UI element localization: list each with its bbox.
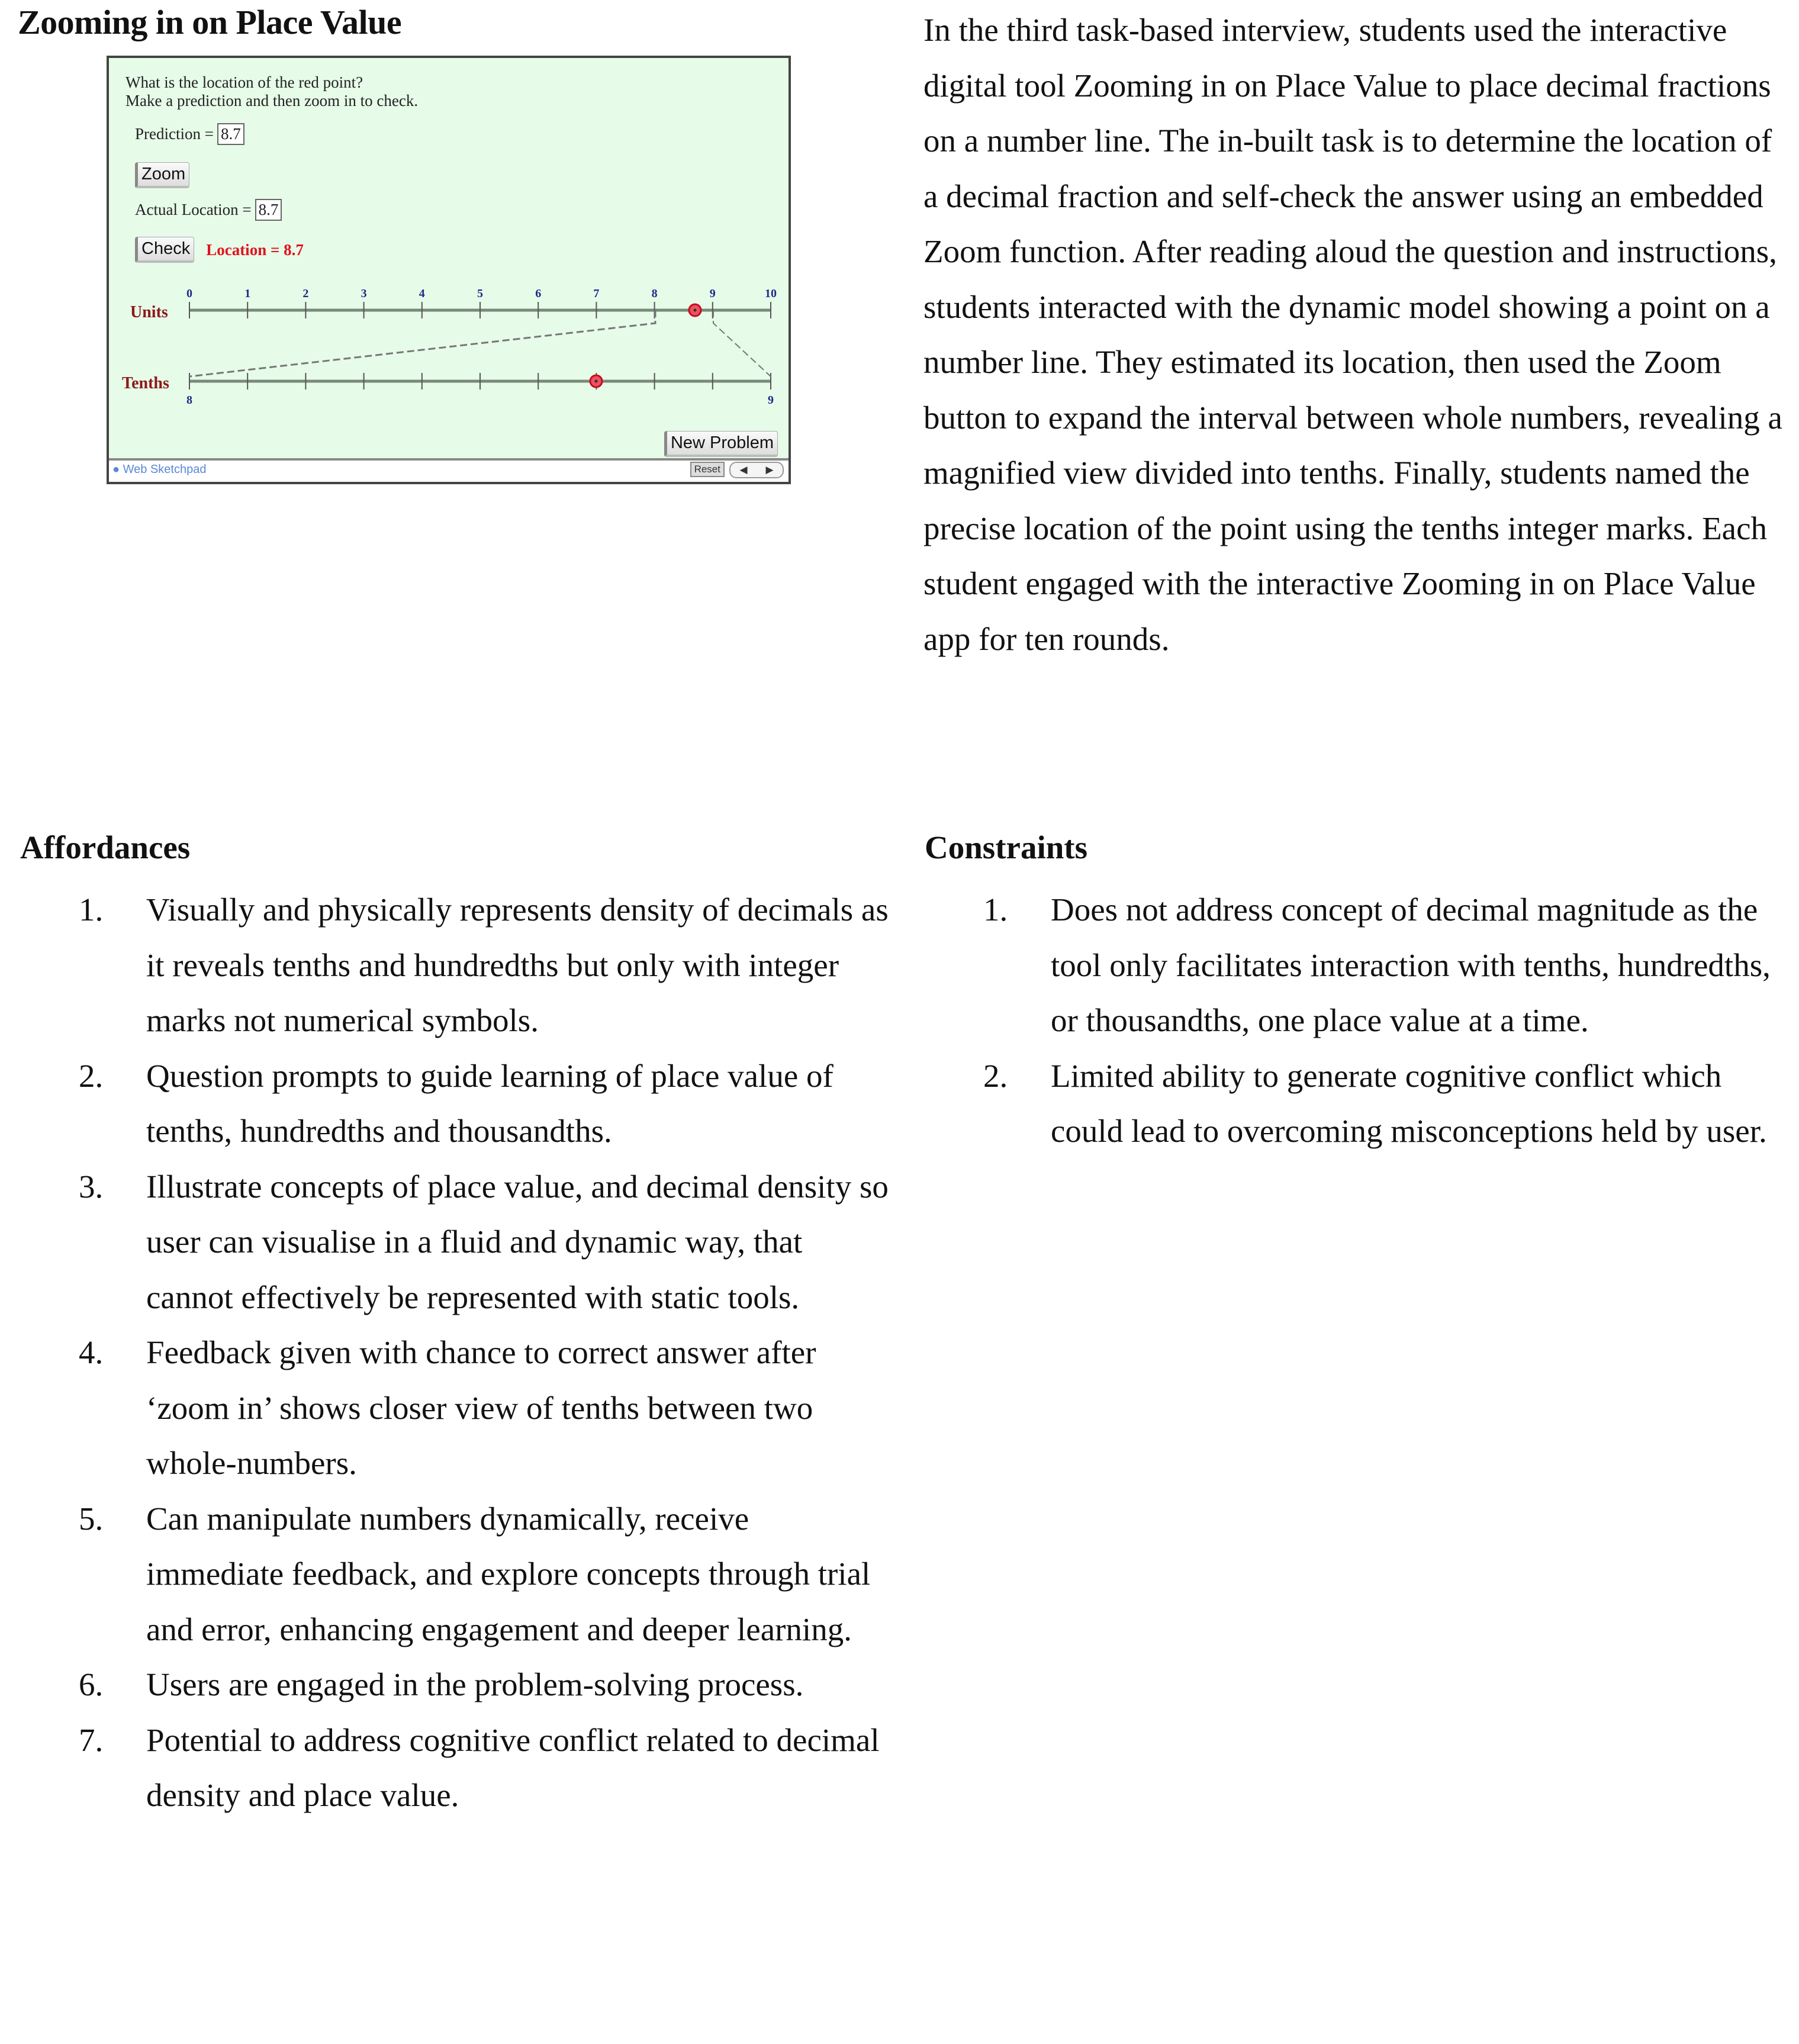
prev-page-icon[interactable]: ◀ [739,464,748,475]
number-lines [109,58,789,461]
prediction-input[interactable]: 8.7 [217,123,244,145]
sketchpad-footer [109,458,789,482]
list-number: 1. [79,891,104,928]
list-text: Users are engaged in the problem-solving process. [146,1666,804,1702]
check-result: Location = 8.7 [206,240,304,259]
page-title: Zooming in on Place Value [18,3,402,41]
constraints-list [922,882,1787,1159]
list-text: Potential to address cognitive conflict related to decimal density and place value. [146,1721,880,1813]
page-navigator[interactable] [729,462,784,478]
units-tick-label: 3 [361,287,367,300]
units-tick-label: 5 [477,287,483,300]
list-number: 6. [79,1666,104,1702]
description-text: In the third task-based interview, students used the interactive digital tool Zooming in on Place Value to place decimal fractions on a number line. The in-built task is to determine the location of a decimal fraction and self-check the answer using an embedded Zoom function. After reading aloud the question and instructions, students interacted with the dynamic model showing a point on a number line. They estimated its location, then used the Zoom button to expand the interval between whole numbers, revealing a magnified view divided into tenths. Finally, students named the precise location of the point using the tenths integer marks. Each student engaged with the interactive Zooming in on Place Value app for ten rounds. [923,12,1782,657]
list-number: 1. [983,891,1008,928]
tenths-label: Tenths [122,374,169,392]
units-tick-label: 8 [651,287,658,300]
web-sketchpad-app [107,56,791,484]
units-tick-label: 7 [593,287,600,300]
list-number: 7. [79,1721,104,1758]
list-number: 5. [79,1500,104,1537]
tenths-end-label: 9 [768,394,774,407]
units-tick-label: 10 [765,287,777,300]
constraints-item [922,1048,1787,1159]
constraints-item [922,882,1787,1048]
constraints-heading: Constraints [925,829,1088,865]
actual-location-label: Actual Location = [135,201,252,218]
units-label: Units [130,303,168,321]
list-number: 2. [983,1057,1008,1094]
list-text: Illustrate concepts of place value, and decimal density so user can visualise in a fluid and dynamic way, that cannot effectively be represented with static tools. [146,1168,889,1315]
affordances-list [18,882,894,1823]
affordances-item [18,1325,894,1491]
units-tick-label: 6 [535,287,542,300]
affordances-item [18,1713,894,1823]
next-page-icon[interactable]: ▶ [765,464,774,475]
actual-location-value: 8.7 [255,199,282,221]
new-problem-button[interactable]: New Problem [664,431,778,457]
affordances-item [18,1159,894,1325]
description-paragraph [923,2,1788,667]
list-number: 3. [79,1168,104,1205]
affordances-item [18,1491,894,1657]
check-button[interactable]: Check [135,237,194,263]
units-tick-label: 0 [186,287,192,300]
affordances-item [18,1657,894,1713]
list-number: 2. [79,1057,104,1094]
tenths-start-label: 8 [186,394,192,407]
list-text: Limited ability to generate cognitive conflict which could lead to overcoming misconceptions held by user. [1051,1057,1767,1149]
prediction-label: Prediction = [135,125,214,143]
reset-button[interactable]: Reset [690,462,725,477]
affordances-item [18,882,894,1048]
question-line-2: Make a prediction and then zoom in to check. [125,92,419,110]
list-text: Question prompts to guide learning of place value of tenths, hundredths and thousandths. [146,1057,833,1149]
affordances-heading: Affordances [20,829,191,865]
units-tick-label: 4 [419,287,425,300]
question-line-1: What is the location of the red point? [125,73,363,91]
web-sketchpad-brand[interactable]: ● Web Sketchpad [112,463,207,476]
affordances-item [18,1048,894,1159]
units-tick-label: 2 [302,287,309,300]
list-number: 4. [79,1334,104,1370]
list-text: Visually and physically represents density of decimals as it reveals tenths and hundredths but only with integer marks not numerical symbols. [146,891,889,1038]
zoom-button[interactable]: Zoom [135,162,189,188]
list-text: Can manipulate numbers dynamically, receive immediate feedback, and explore concepts through trial and error, enhancing engagement and deeper learning. [146,1500,871,1647]
units-tick-label: 9 [709,287,716,300]
list-text: Does not address concept of decimal magnitude as the tool only facilitates interaction with tenths, hundredths, or thousandths, one place value at a time. [1051,891,1771,1038]
units-tick-label: 1 [244,287,251,300]
list-text: Feedback given with chance to correct answer after ‘zoom in’ shows closer view of tenths between two whole-numbers. [146,1334,816,1481]
